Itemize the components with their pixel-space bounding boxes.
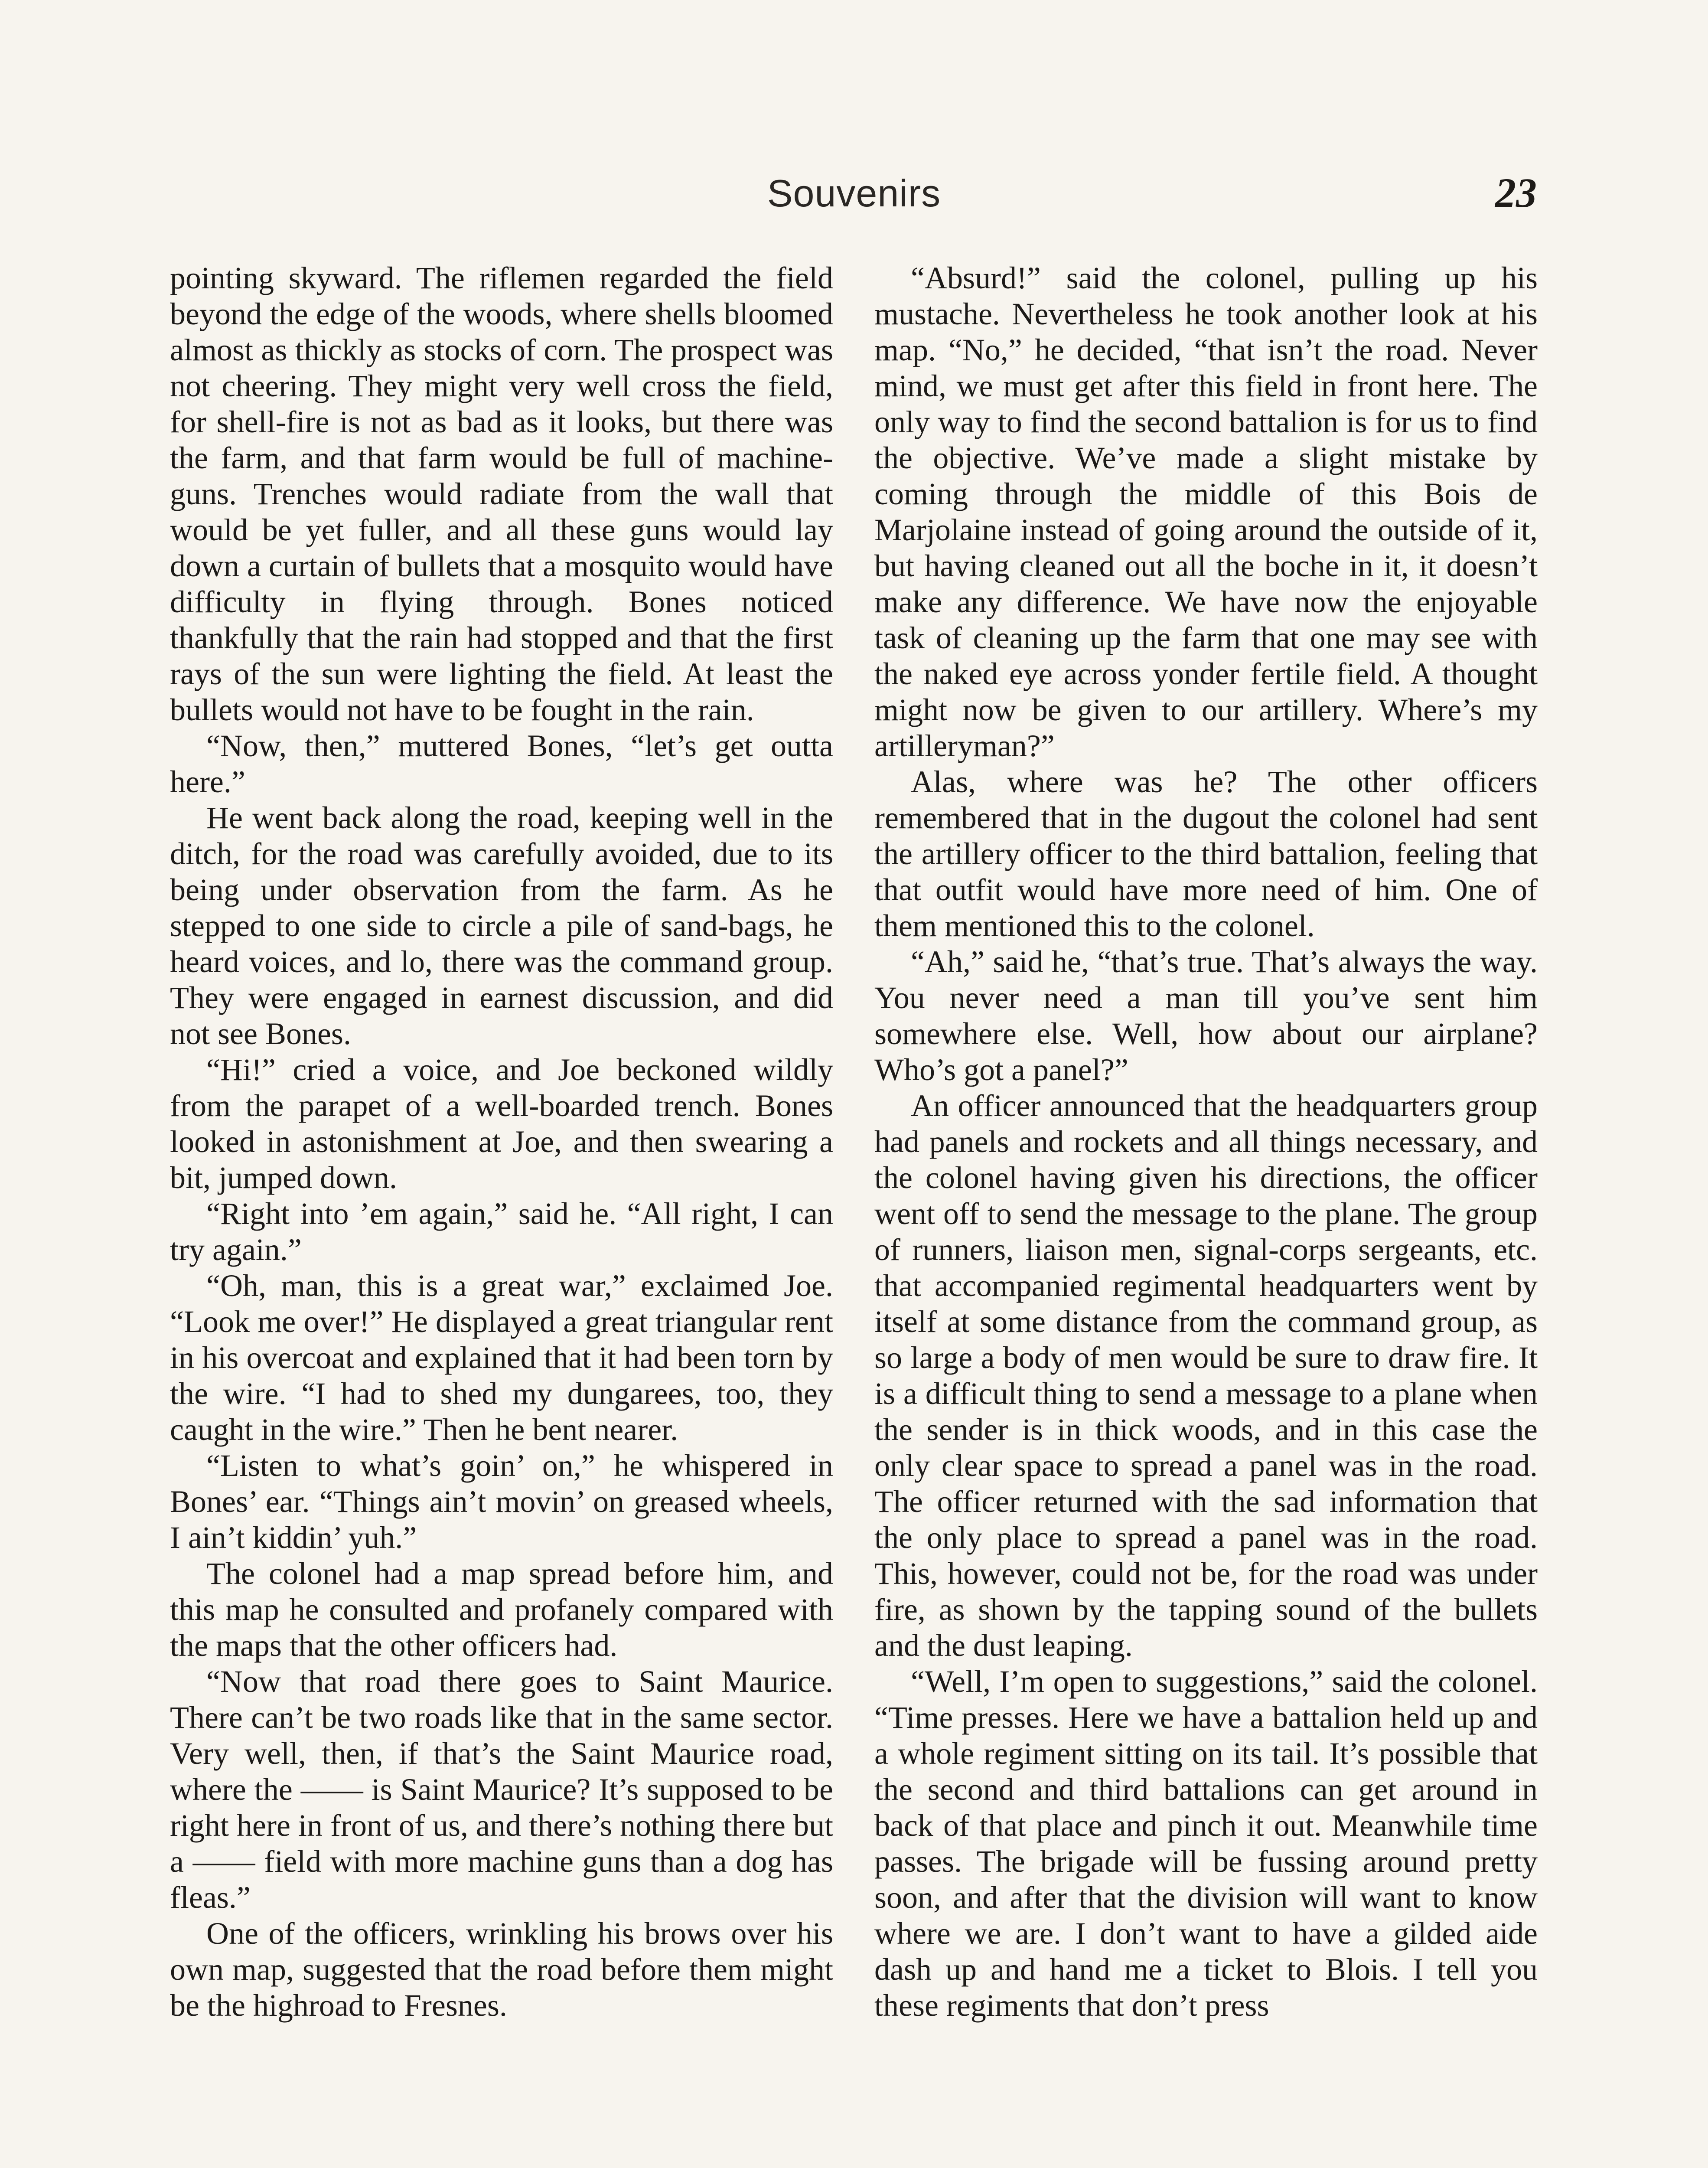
paragraph: “Now that road there goes to Saint Maurice. There can’t be two roads like that in the same sector. Very well, then, if that’s the Saint Maurice road, where the —— is Saint Maurice? It’s supposed to be right here in front of us, and there’s nothing there but a —— field with more machine guns than a dog has fleas.” — [170, 1664, 833, 1915]
paragraph: Alas, where was he? The other officers remembered that in the dugout the colonel had sent the artillery officer to the third battalion, feeling that that outfit would have more need of him. One of them mentioned this to the colonel. — [874, 764, 1538, 943]
paragraph: One of the officers, wrinkling his brows over his own map, suggested that the road before them might be the highroad to Fresnes. — [170, 1916, 833, 2023]
paragraph: “Ah,” said he, “that’s true. That’s always the way. You never need a man till you’ve sent him somewhere else. Well, how about our airplane? Who’s got a panel?” — [874, 944, 1538, 1087]
paragraph: “Well, I’m open to suggestions,” said the colonel. “Time presses. Here we have a battalion held up and a whole regiment sitting on its tail. It’s possible that the second and third battalions can get around in back of that place and pinch it out. Meanwhile time passes. The brigade will be fussing around pretty soon, and after that the division will want to know where we are. I don’t want to have a gilded aide dash up and hand me a ticket to Blois. I tell you these regiments that don’t press — [874, 1664, 1538, 2023]
running-title: Souvenirs — [767, 172, 941, 215]
paragraph: An officer announced that the headquarters group had panels and rockets and all things necessary, and the colonel having given his directions, the officer went off to send the message to the plane. The group of runners, liaison men, signal-corps sergeants, etc. that accompanied regimental headquarters went by itself at some distance from the command group, as so large a body of men would be sure to draw fire. It is a difficult thing to send a message to a plane when the sender is in thick woods, and in this case the only clear space to spread a panel was in the road. The officer returned with the sad information that the only place to spread a panel was in the road. This, however, could not be, for the road was under fire, as shown by the tapping sound of the bullets and the dust leaping. — [874, 1088, 1538, 1663]
paragraph: “Listen to what’s goin’ on,” he whispered in Bones’ ear. “Things ain’t movin’ on greased wheels, I ain’t kiddin’ yuh.” — [170, 1448, 833, 1555]
paragraph: He went back along the road, keeping well in the ditch, for the road was carefully avoided, due to its being under observation from the farm. As he stepped to one side to circle a pile of sand-bags, he heard voices, and lo, there was the command group. They were engaged in earnest discussion, and did not see Bones. — [170, 800, 833, 1051]
paragraph: “Hi!” cried a voice, and Joe beckoned wildly from the parapet of a well-boarded trench. Bones looked in astonishment at Joe, and then swearing a bit, jumped down. — [170, 1052, 833, 1195]
left-column — [170, 260, 833, 2168]
page-header — [0, 171, 1708, 232]
page-number: 23 — [1495, 170, 1537, 216]
paragraph: pointing skyward. The riflemen regarded the field beyond the edge of the woods, where shells bloomed almost as thickly as stocks of corn. The prospect was not cheering. They might very well cross the field, for shell-fire is not as bad as it looks, but there was the farm, and that farm would be full of machine-guns. Trenches would radiate from the wall that would be yet fuller, and all these guns would lay down a curtain of bullets that a mosquito would have difficulty in flying through. Bones noticed thankfully that the rain had stopped and that the first rays of the sun were lighting the field. At least the bullets would not have to be fought in the rain. — [170, 261, 833, 727]
body-text — [170, 260, 1538, 2168]
paragraph: The colonel had a map spread before him, and this map he consulted and profanely compared with the maps that the other officers had. — [170, 1556, 833, 1663]
paragraph: “Oh, man, this is a great war,” exclaimed Joe. “Look me over!” He displayed a great triangular rent in his overcoat and explained that it had been torn by the wire. “I had to shed my dungarees, too, they caught in the wire.” Then he bent nearer. — [170, 1268, 833, 1447]
right-column — [874, 260, 1538, 2168]
paragraph: “Absurd!” said the colonel, pulling up his mustache. Nevertheless he took another look at his map. “No,” he decided, “that isn’t the road. Never mind, we must get after this field in front here. The only way to find the second battalion is for us to find the objective. We’ve made a slight mistake by coming through the middle of this Bois de Marjolaine instead of going around the outside of it, but having cleaned out all the boche in it, it doesn’t make any difference. We have now the enjoyable task of cleaning up the farm that one may see with the naked eye across yonder fertile field. A thought might now be given to our artillery. Where’s my artilleryman?” — [874, 261, 1538, 763]
paragraph: “Right into ’em again,” said he. “All right, I can try again.” — [170, 1196, 833, 1267]
paragraph: “Now, then,” muttered Bones, “let’s get outta here.” — [170, 728, 833, 799]
